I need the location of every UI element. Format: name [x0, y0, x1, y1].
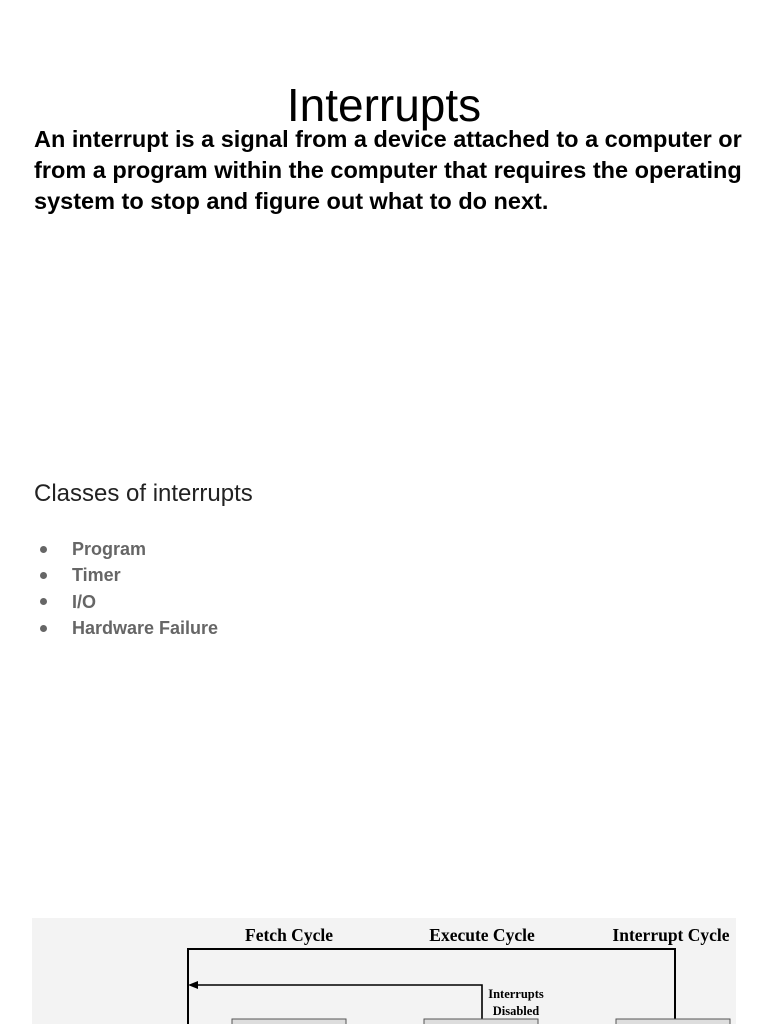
list-item-label: Program	[72, 539, 147, 559]
instruction-cycle-diagram	[32, 918, 736, 1024]
list-item	[40, 615, 218, 641]
list-item	[40, 562, 218, 588]
list-item	[40, 536, 218, 562]
fetch-box	[232, 1019, 346, 1024]
outer-loop-line	[188, 949, 675, 1024]
classes-list	[40, 536, 218, 641]
intro-paragraph: An interrupt is a signal from a device attached to a computer or from a program within the computer that requires the operating system to stop and figure out what to do next.	[34, 126, 742, 214]
execute-box	[424, 1019, 538, 1024]
list-item-label: Timer	[72, 565, 121, 586]
bullet-icon	[40, 572, 47, 579]
interrupt-cycle-label: Interrupt Cycle	[612, 925, 730, 945]
bullet-icon	[40, 625, 47, 632]
list-item-label: Hardware Failure	[72, 617, 219, 638]
execute-cycle-label: Execute Cycle	[429, 925, 535, 945]
page-title: Interrupts	[286, 78, 482, 131]
list-item-label: I/O	[72, 591, 97, 612]
interrupts-disabled-line1: Interrupts	[488, 987, 544, 1001]
instruction-cycle-svg	[32, 918, 736, 1024]
interrupt-box	[616, 1019, 730, 1024]
classes-heading: Classes of interrupts	[34, 480, 253, 507]
fetch-cycle-label: Fetch Cycle	[245, 925, 333, 945]
disabled-path-line	[194, 985, 482, 1024]
arrow-head-icon	[188, 981, 198, 989]
interrupts-disabled-line2: Disabled	[492, 1004, 540, 1018]
bullet-icon	[40, 598, 47, 605]
bullet-icon	[40, 546, 47, 553]
list-item	[40, 589, 218, 615]
